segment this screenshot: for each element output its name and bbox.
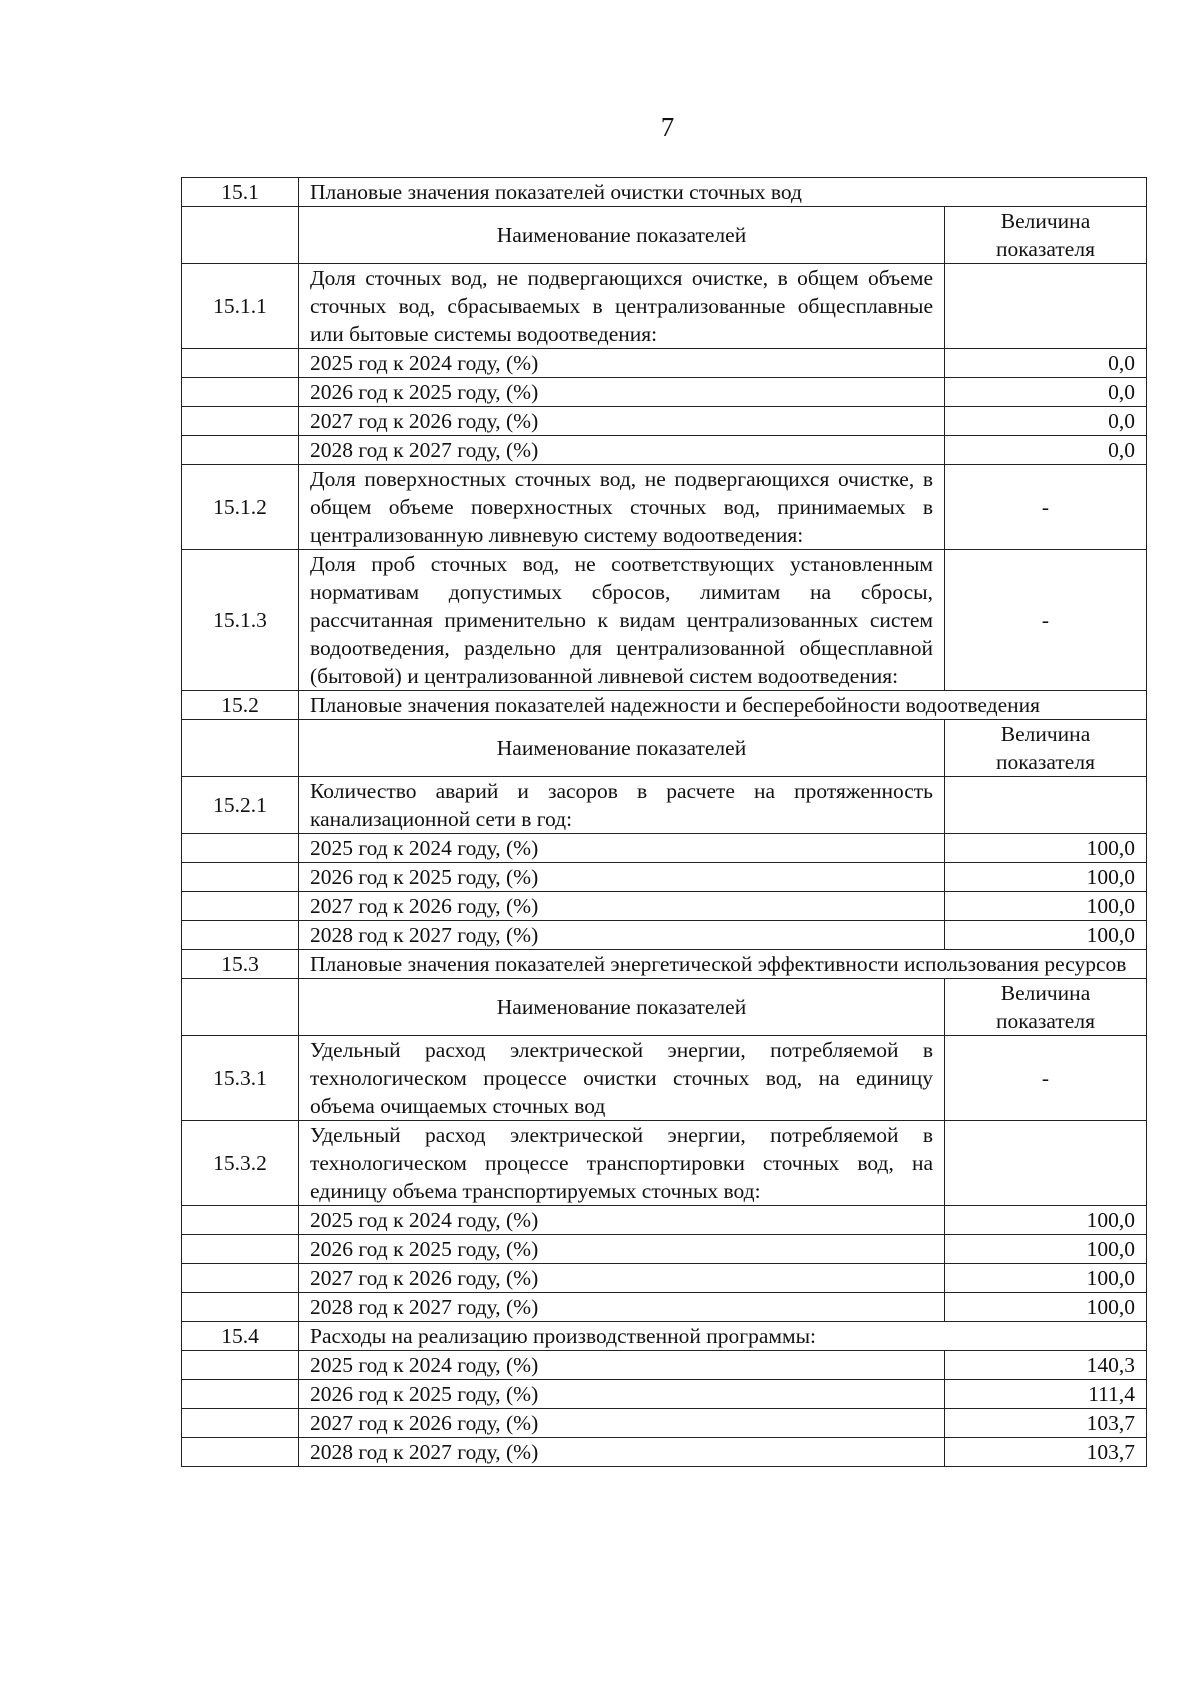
section-row	[182, 950, 1147, 979]
empty-cell	[182, 863, 299, 892]
indicator-value	[945, 264, 1147, 349]
year-label: 2028 год к 2027 году, (%)	[299, 1293, 945, 1322]
indicator-row	[182, 1121, 1147, 1206]
header-row	[182, 979, 1147, 1036]
year-value: 100,0	[945, 1264, 1147, 1293]
section-row	[182, 691, 1147, 720]
year-label: 2027 год к 2026 году, (%)	[299, 407, 945, 436]
year-value: 100,0	[945, 921, 1147, 950]
section-title: Плановые значения показателей надежности и бесперебойности водоотведения	[299, 691, 1147, 720]
empty-cell	[182, 1351, 299, 1380]
year-value: 103,7	[945, 1409, 1147, 1438]
header-value: Величина показателя	[945, 979, 1147, 1036]
year-label: 2026 год к 2025 году, (%)	[299, 1235, 945, 1264]
section-title: Плановые значения показателей энергетической эффективности использования ресурсов	[299, 950, 1147, 979]
year-row	[182, 1235, 1147, 1264]
year-row	[182, 1380, 1147, 1409]
year-value: 100,0	[945, 1293, 1147, 1322]
indicator-row	[182, 1036, 1147, 1121]
indicator-number: 15.2.1	[182, 777, 299, 834]
year-label: 2025 год к 2024 году, (%)	[299, 1206, 945, 1235]
year-label: 2025 год к 2024 году, (%)	[299, 834, 945, 863]
indicator-row	[182, 465, 1147, 550]
year-row	[182, 1351, 1147, 1380]
header-name: Наименование показателей	[299, 979, 945, 1036]
indicator-text: Удельный расход электрической энергии, потребляемой в технологическом процессе транспортировки сточных вод, на единицу объема транспортируемых сточных вод:	[299, 1121, 945, 1206]
empty-cell	[182, 1438, 299, 1467]
year-row	[182, 1438, 1147, 1467]
indicator-value: -	[945, 550, 1147, 691]
year-label: 2025 год к 2024 году, (%)	[299, 349, 945, 378]
year-value: 100,0	[945, 863, 1147, 892]
empty-cell	[182, 1409, 299, 1438]
indicator-number: 15.1.3	[182, 550, 299, 691]
year-value: 0,0	[945, 378, 1147, 407]
year-value: 140,3	[945, 1351, 1147, 1380]
section-number: 15.1	[182, 178, 299, 207]
indicator-row	[182, 777, 1147, 834]
indicator-row	[182, 550, 1147, 691]
empty-cell	[182, 979, 299, 1036]
indicator-value	[945, 1121, 1147, 1206]
indicator-value: -	[945, 465, 1147, 550]
year-label: 2028 год к 2027 году, (%)	[299, 1438, 945, 1467]
year-value: 100,0	[945, 834, 1147, 863]
empty-cell	[182, 892, 299, 921]
year-value: 0,0	[945, 349, 1147, 378]
year-row	[182, 892, 1147, 921]
year-row	[182, 407, 1147, 436]
empty-cell	[182, 207, 299, 264]
year-value: 0,0	[945, 436, 1147, 465]
indicator-value	[945, 777, 1147, 834]
section-row	[182, 178, 1147, 207]
empty-cell	[182, 1380, 299, 1409]
empty-cell	[182, 1235, 299, 1264]
section-number: 15.2	[182, 691, 299, 720]
year-value: 103,7	[945, 1438, 1147, 1467]
empty-cell	[182, 921, 299, 950]
year-label: 2027 год к 2026 году, (%)	[299, 1409, 945, 1438]
header-row	[182, 720, 1147, 777]
section-row	[182, 1322, 1147, 1351]
year-label: 2026 год к 2025 году, (%)	[299, 1380, 945, 1409]
header-name: Наименование показателей	[299, 207, 945, 264]
empty-cell	[182, 1206, 299, 1235]
empty-cell	[182, 378, 299, 407]
section-number: 15.3	[182, 950, 299, 979]
empty-cell	[182, 1293, 299, 1322]
section-title: Расходы на реализацию производственной программы:	[299, 1322, 1147, 1351]
year-label: 2026 год к 2025 году, (%)	[299, 863, 945, 892]
header-row	[182, 207, 1147, 264]
indicator-number: 15.3.2	[182, 1121, 299, 1206]
empty-cell	[182, 407, 299, 436]
year-row	[182, 349, 1147, 378]
header-name: Наименование показателей	[299, 720, 945, 777]
year-value: 0,0	[945, 407, 1147, 436]
year-row	[182, 378, 1147, 407]
year-label: 2027 год к 2026 году, (%)	[299, 892, 945, 921]
year-row	[182, 436, 1147, 465]
header-value: Величина показателя	[945, 720, 1147, 777]
empty-cell	[182, 720, 299, 777]
year-value: 100,0	[945, 892, 1147, 921]
year-row	[182, 834, 1147, 863]
indicator-text: Доля сточных вод, не подвергающихся очистке, в общем объеме сточных вод, сбрасываемых в централизованные общесплавные или бытовые системы водоотведения:	[299, 264, 945, 349]
indicator-text: Удельный расход электрической энергии, потребляемой в технологическом процессе очистки сточных вод, на единицу объема очищаемых сточных вод	[299, 1036, 945, 1121]
year-value: 100,0	[945, 1206, 1147, 1235]
header-value: Величина показателя	[945, 207, 1147, 264]
indicator-text: Доля проб сточных вод, не соответствующих установленным нормативам допустимых сбросов, лимитам на сбросы, рассчитанная применительно к видам централизованных систем водоотведения, раздельно для централизованной общесплавной (бытовой) и централизованной ливневой систем водоотведения:	[299, 550, 945, 691]
empty-cell	[182, 436, 299, 465]
empty-cell	[182, 1264, 299, 1293]
indicator-text: Доля поверхностных сточных вод, не подвергающихся очистке, в общем объеме поверхностных сточных вод, принимаемых в централизованную ливневую систему водоотведения:	[299, 465, 945, 550]
year-row	[182, 1409, 1147, 1438]
indicators-table	[181, 177, 1147, 1467]
year-label: 2025 год к 2024 году, (%)	[299, 1351, 945, 1380]
empty-cell	[182, 349, 299, 378]
page-number: 7	[660, 112, 675, 142]
section-title: Плановые значения показателей очистки сточных вод	[299, 178, 1147, 207]
section-number: 15.4	[182, 1322, 299, 1351]
year-value: 100,0	[945, 1235, 1147, 1264]
year-label: 2026 год к 2025 году, (%)	[299, 378, 945, 407]
indicator-number: 15.1.1	[182, 264, 299, 349]
indicator-row	[182, 264, 1147, 349]
indicator-value: -	[945, 1036, 1147, 1121]
year-value: 111,4	[945, 1380, 1147, 1409]
year-row	[182, 1264, 1147, 1293]
indicator-number: 15.1.2	[182, 465, 299, 550]
year-label: 2027 год к 2026 году, (%)	[299, 1264, 945, 1293]
year-row	[182, 1293, 1147, 1322]
year-row	[182, 1206, 1147, 1235]
year-label: 2028 год к 2027 году, (%)	[299, 921, 945, 950]
year-label: 2028 год к 2027 году, (%)	[299, 436, 945, 465]
indicator-number: 15.3.1	[182, 1036, 299, 1121]
year-row	[182, 863, 1147, 892]
year-row	[182, 921, 1147, 950]
indicator-text: Количество аварий и засоров в расчете на протяженность канализационной сети в год:	[299, 777, 945, 834]
empty-cell	[182, 834, 299, 863]
